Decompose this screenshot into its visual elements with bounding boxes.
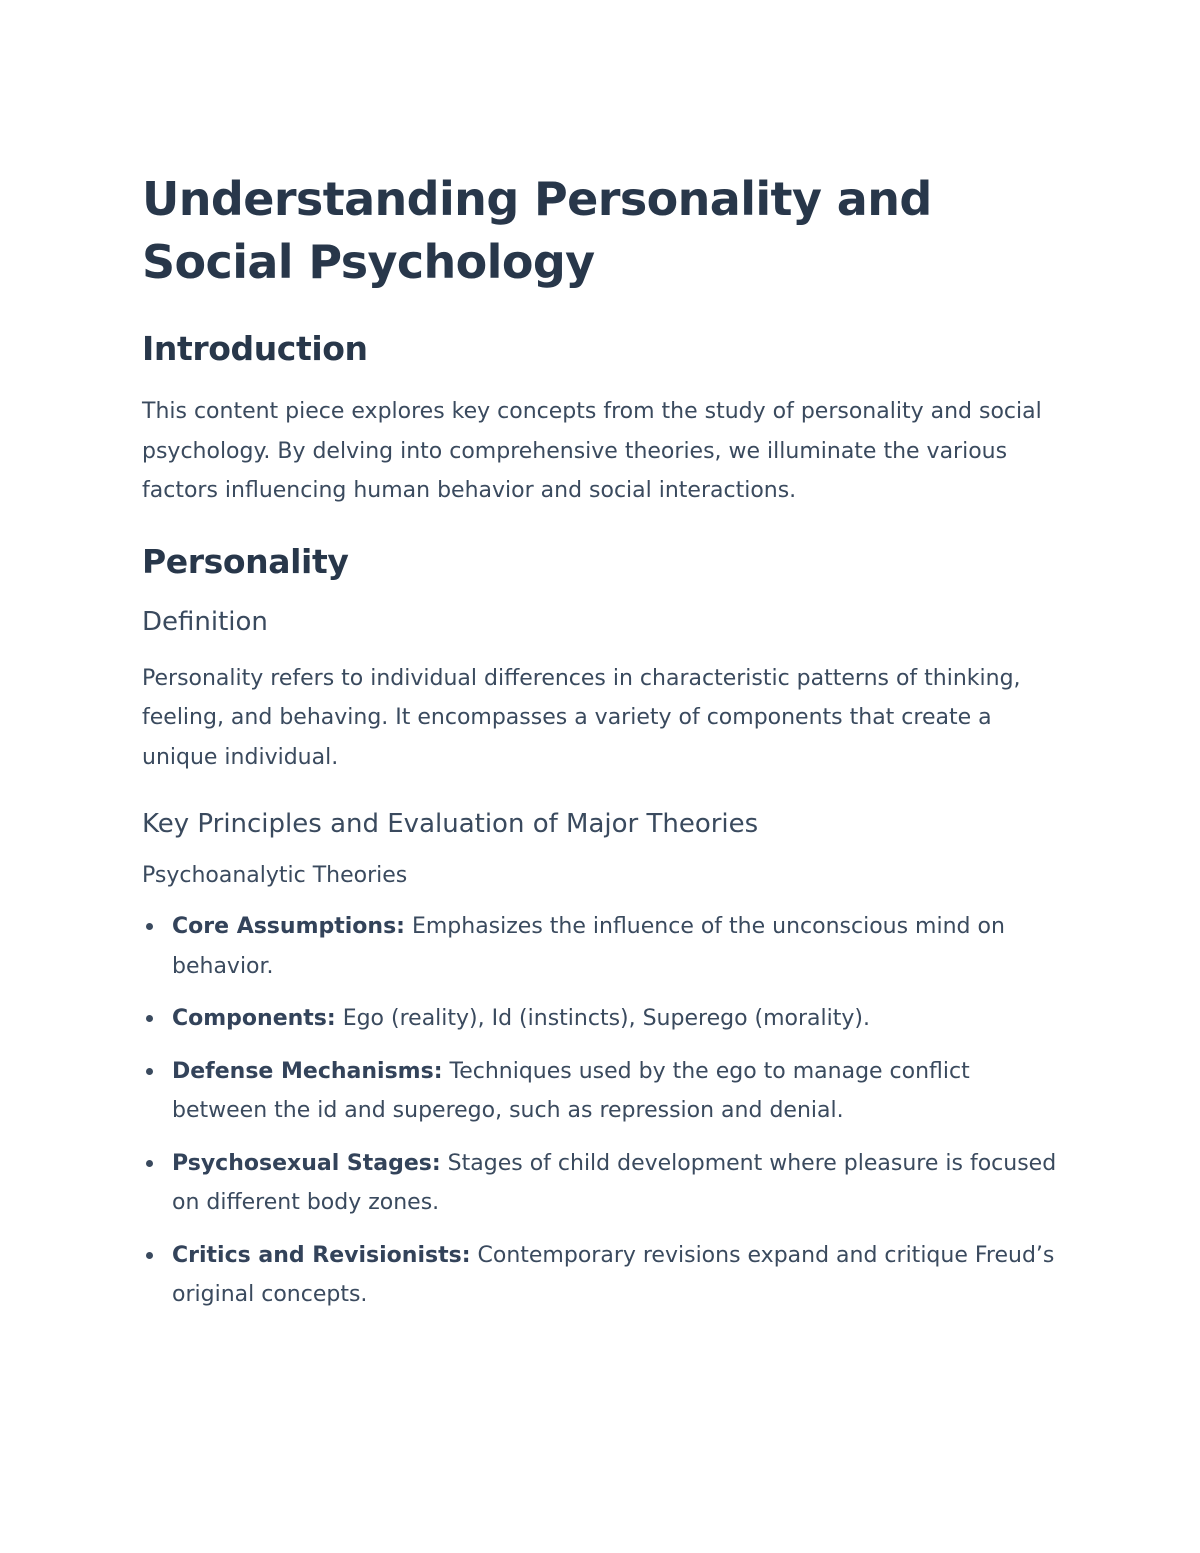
document-title: Understanding Personality and Social Psychology <box>142 172 932 289</box>
definition-paragraph: Personality refers to individual differences in characteristic patterns of thinking, feeling, and behaving. It encompasses a variety of components that create a unique individual. <box>142 665 1021 770</box>
list-item-term: Components: <box>172 1006 336 1031</box>
list-item-term: Critics and Revisionists: <box>172 1242 471 1268</box>
list-item-text: Ego (reality), Id (instincts), Superego (morality). <box>335 1006 870 1031</box>
list-item <box>172 1236 1062 1315</box>
bullet-icon <box>146 1160 153 1167</box>
introduction-heading: Introduction <box>142 329 368 368</box>
bullet-icon <box>146 1015 153 1022</box>
list-item <box>172 1052 1062 1131</box>
list-item-term: Psychosexual Stages: <box>172 1150 441 1176</box>
list-item-term: Core Assumptions: <box>172 914 405 939</box>
psychoanalytic-heading: Psychoanalytic Theories <box>142 863 408 888</box>
document-page <box>142 168 1062 1328</box>
personality-heading: Personality <box>142 541 349 581</box>
list-item-text: Emphasizes the influence of the unconscious mind on behavior. <box>172 914 1005 979</box>
list-item <box>172 907 1062 986</box>
list-item-term: Defense Mechanisms: <box>172 1058 443 1084</box>
bullet-icon <box>146 1252 153 1259</box>
definition-heading: Definition <box>142 606 268 637</box>
introduction-paragraph: This content piece explores key concepts from the study of personality and social psychology. By delving into comprehensive theories, we illuminate the various factors influencing human behavior and social interactions. <box>142 399 1042 503</box>
list-item-text: Stages of child development where pleasure is focused on different body zones. <box>172 1150 1057 1215</box>
list-item <box>172 1144 1062 1223</box>
list-item-text: Techniques used by the ego to manage conflict between the id and superego, such as repression and denial. <box>172 1058 970 1123</box>
bullet-icon <box>146 1068 153 1075</box>
psychoanalytic-list <box>142 907 1062 1315</box>
list-item-text: Contemporary revisions expand and critique Freud’s original concepts. <box>172 1242 1055 1307</box>
bullet-icon <box>146 923 153 930</box>
key-principles-heading: Key Principles and Evaluation of Major Theories <box>142 809 759 839</box>
list-item <box>172 999 1062 1039</box>
